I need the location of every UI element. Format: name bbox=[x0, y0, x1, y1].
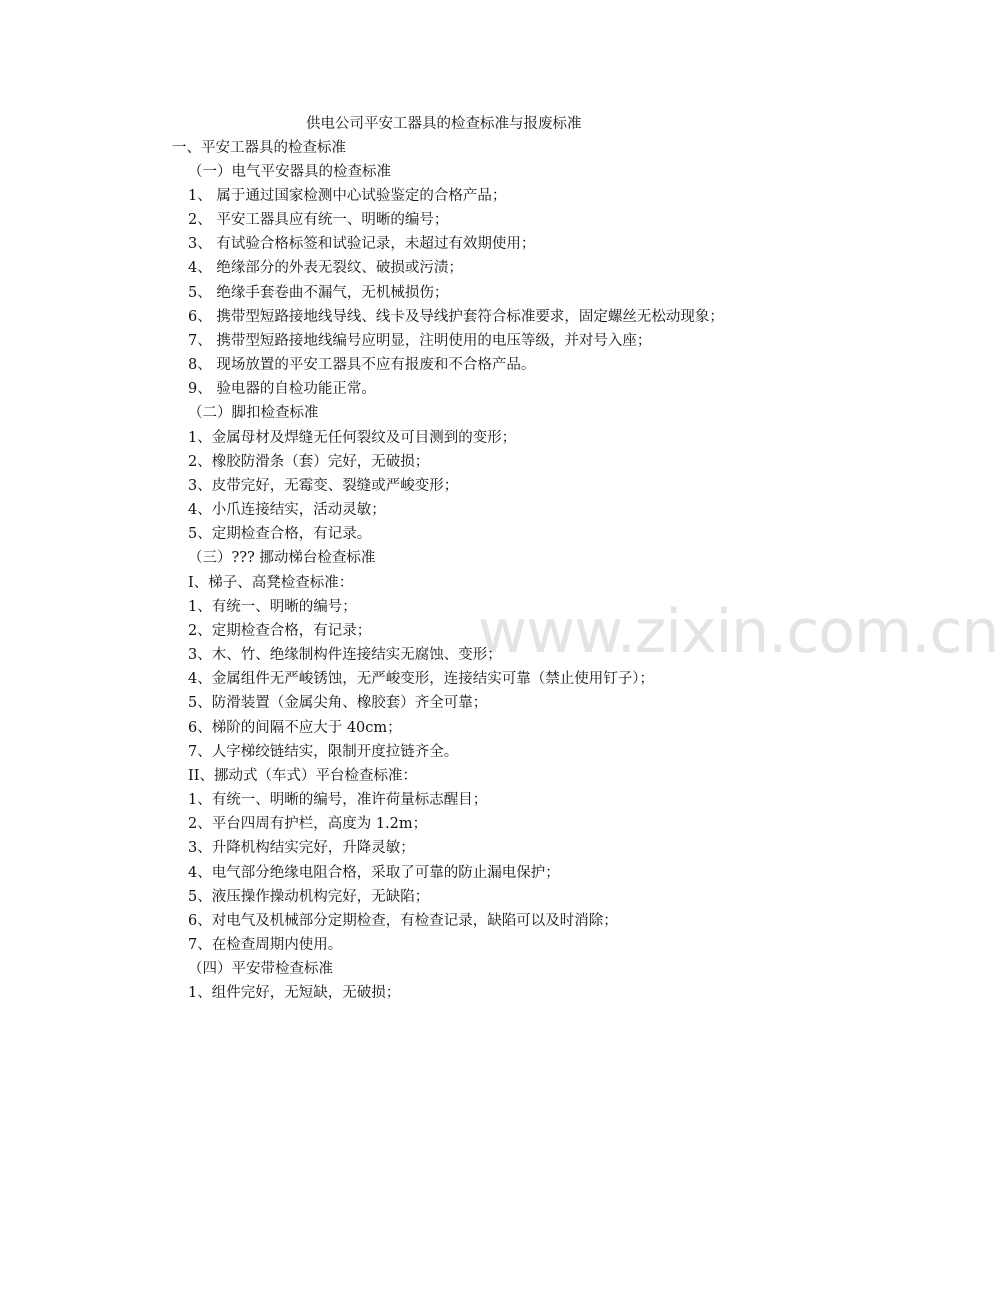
document-title: 供电公司平安工器具的检查标准与报废标准 bbox=[306, 116, 582, 132]
list-item: 3、木、竹、绝缘制构件连接结实无腐蚀、变形； bbox=[188, 647, 502, 663]
list-item: 6、 携带型短路接地线导线、线卡及导线护套符合标准要求，固定螺丝无松动现象； bbox=[188, 309, 724, 325]
section-heading: 一、平安工器具的检查标准 bbox=[172, 140, 346, 156]
subsection-heading: （三）??? 挪动梯台检查标准 bbox=[188, 550, 376, 566]
list-item: 4、 绝缘部分的外表无裂纹、破损或污渍； bbox=[188, 260, 463, 276]
list-item: 6、梯阶的间隔不应大于 40cm； bbox=[188, 720, 402, 736]
list-item: 4、小爪连接结实，活动灵敏； bbox=[188, 502, 386, 518]
list-item: 3、皮带完好，无霉变、裂缝或严峻变形； bbox=[188, 478, 459, 494]
list-item: 9、 验电器的自检功能正常。 bbox=[188, 381, 376, 397]
list-item: 5、液压操作操动机构完好，无缺陷； bbox=[188, 889, 430, 905]
list-item: 1、金属母材及焊缝无任何裂纹及可目测到的变形； bbox=[188, 430, 517, 446]
list-item: 5、定期检查合格，有记录。 bbox=[188, 526, 372, 542]
list-item: 1、 属于通过国家检测中心试验鉴定的合格产品； bbox=[188, 188, 507, 204]
list-item: 2、橡胶防滑条（套）完好，无破损； bbox=[188, 454, 430, 470]
sub-heading: II、挪动式（车式）平台检查标准： bbox=[188, 768, 417, 784]
list-item: 5、 绝缘手套卷曲不漏气，无机械损伤； bbox=[188, 285, 449, 301]
list-item: 1、组件完好，无短缺，无破损； bbox=[188, 985, 401, 1001]
list-item: 3、升降机构结实完好，升降灵敏； bbox=[188, 840, 415, 856]
list-item: 7、在检查周期内使用。 bbox=[188, 937, 343, 953]
list-item: 2、 平安工器具应有统一、明晰的编号； bbox=[188, 212, 449, 228]
list-item: 5、防滑装置（金属尖角、橡胶套）齐全可靠； bbox=[188, 695, 488, 711]
subsection-heading: （二）脚扣检查标准 bbox=[188, 405, 319, 421]
sub-heading: I、梯子、高凳检查标准： bbox=[188, 575, 354, 591]
list-item: 4、金属组件无严峻锈蚀，无严峻变形，连接结实可靠（禁止使用钉子）； bbox=[188, 671, 654, 687]
subsection-heading: （四）平安带检查标准 bbox=[188, 961, 333, 977]
list-item: 4、电气部分绝缘电阻合格，采取了可靠的防止漏电保护； bbox=[188, 865, 560, 881]
watermark-text: www.zixin.com.cn bbox=[478, 597, 998, 667]
list-item: 7、人字梯绞链结实，限制开度拉链齐全。 bbox=[188, 744, 459, 760]
subsection-heading: （一）电气平安器具的检查标准 bbox=[188, 164, 391, 180]
list-item: 1、有统一、明晰的编号； bbox=[188, 599, 357, 615]
list-item: 2、定期检查合格，有记录； bbox=[188, 623, 372, 639]
list-item: 7、 携带型短路接地线编号应明显，注明使用的电压等级，并对号入座； bbox=[188, 333, 652, 349]
list-item: 2、平台四周有护栏，高度为 1.2m； bbox=[188, 816, 428, 832]
list-item: 6、对电气及机械部分定期检查，有检查记录，缺陷可以及时消除； bbox=[188, 913, 618, 929]
list-item: 1、有统一、明晰的编号，准许荷量标志醒目； bbox=[188, 792, 488, 808]
list-item: 8、 现场放置的平安工器具不应有报废和不合格产品。 bbox=[188, 357, 536, 373]
list-item: 3、 有试验合格标签和试验记录，未超过有效期使用； bbox=[188, 236, 536, 252]
